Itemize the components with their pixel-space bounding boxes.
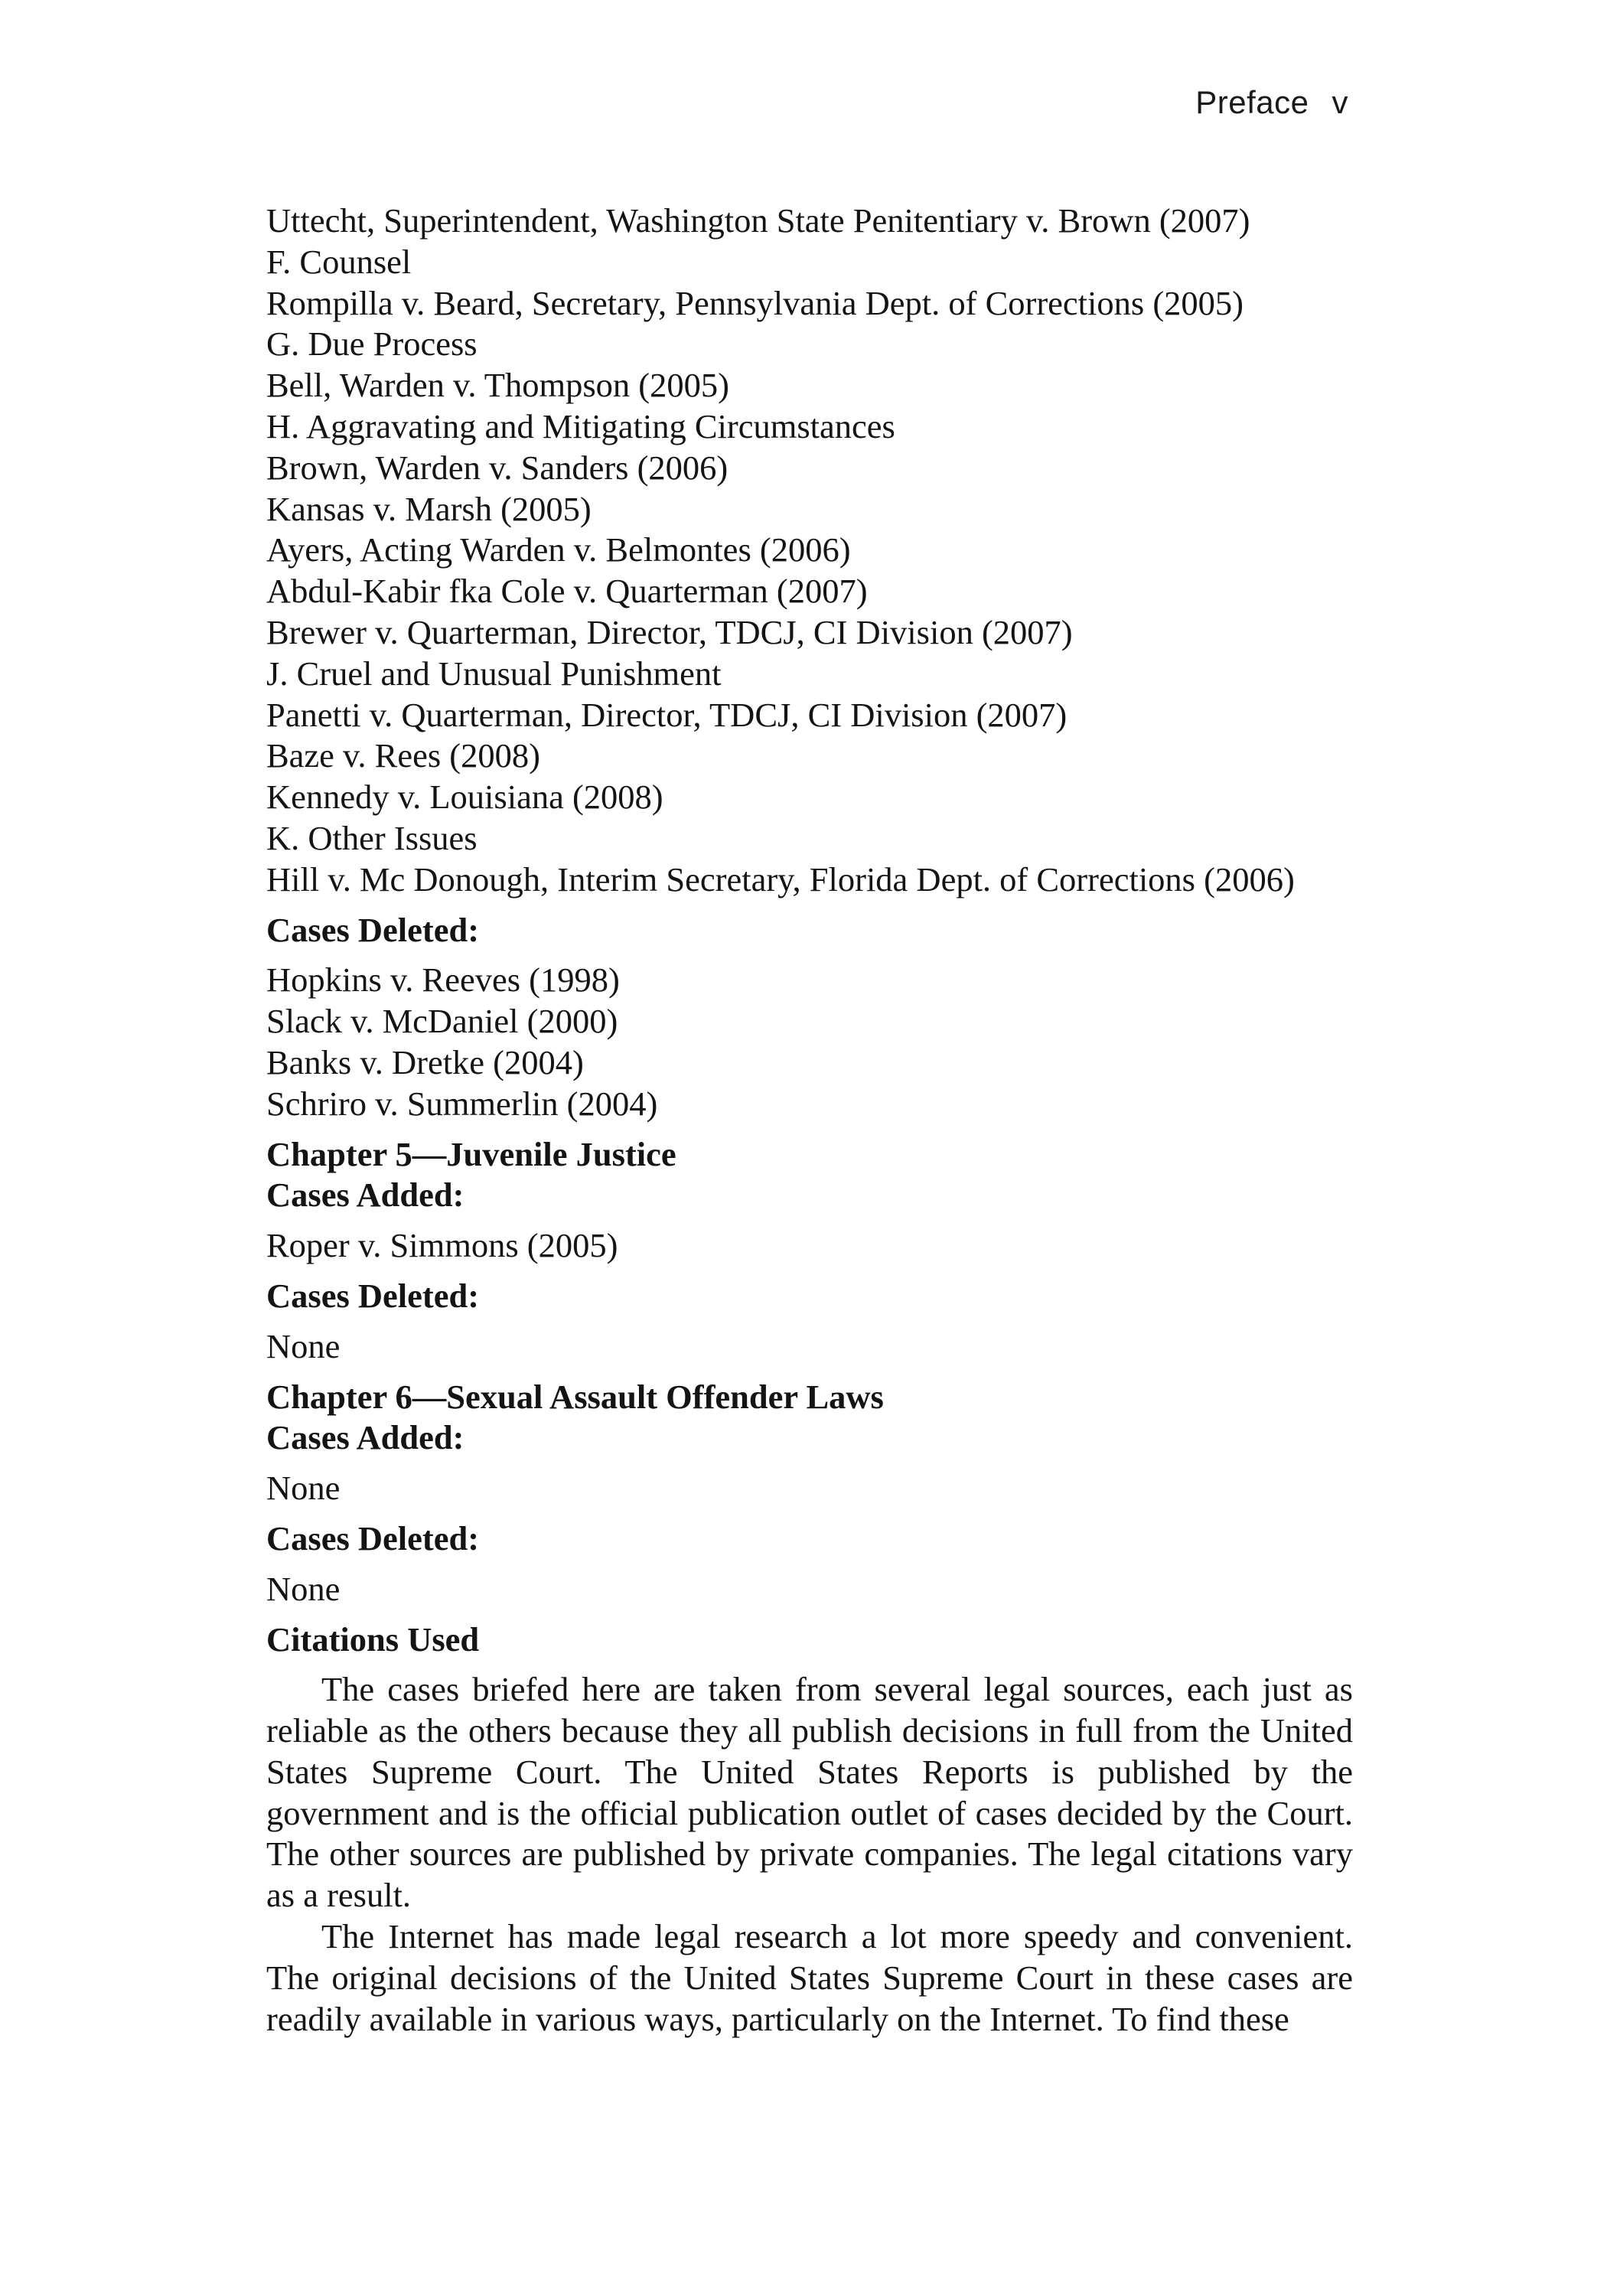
- list-item: Brewer v. Quarterman, Director, TDCJ, CI Division (2007): [266, 612, 1073, 651]
- list-item: Banks v. Dretke (2004): [266, 1042, 584, 1081]
- list-item: Uttecht, Superintendent, Washington State Penitentiary v. Brown (2007): [266, 201, 1250, 240]
- section-label: G. Due Process: [266, 325, 478, 364]
- list-item: Hopkins v. Reeves (1998): [266, 960, 620, 1000]
- body-paragraph: The cases briefed here are taken from several legal sources, each just as reliable as the others because they all publish decisions in full from the United States Supreme Court. The United States Reports is published by the government and is the official publication outlet of cases decided by the Court. The other sources are published by private companies. The legal citations vary as a result.: [266, 1670, 1353, 1915]
- list-item: Kansas v. Marsh (2005): [266, 489, 592, 528]
- running-header: [1195, 84, 1348, 121]
- continued-case-list: [266, 201, 1353, 901]
- list-item: Schriro v. Summerlin (2004): [266, 1084, 658, 1123]
- page-number: v: [1332, 84, 1348, 120]
- ch5-cases-deleted-heading: Cases Deleted:: [266, 1276, 480, 1315]
- list-item: Rompilla v. Beard, Secretary, Pennsylvania Dept. of Corrections (2005): [266, 283, 1244, 322]
- ch4-cases-deleted-heading: Cases Deleted:: [266, 910, 480, 949]
- page-content: [266, 201, 1353, 2040]
- section-label: J. Cruel and Unusual Punishment: [266, 654, 722, 693]
- ch6-cases-deleted-heading: Cases Deleted:: [266, 1518, 480, 1557]
- section-label: H. Aggravating and Mitigating Circumstances: [266, 406, 895, 445]
- list-item: Ayers, Acting Warden v. Belmontes (2006): [266, 530, 851, 569]
- list-item: Baze v. Rees (2008): [266, 736, 540, 775]
- list-item: None: [266, 1469, 341, 1508]
- list-item: Roper v. Simmons (2005): [266, 1226, 618, 1265]
- list-item: Kennedy v. Louisiana (2008): [266, 778, 663, 817]
- list-item: Hill v. Mc Donough, Interim Secretary, Florida Dept. of Corrections (2006): [266, 859, 1295, 899]
- ch5-cases-added-heading: Cases Added:: [266, 1176, 464, 1215]
- section-label: F. Counsel: [266, 242, 412, 281]
- ch4-deleted-list: [266, 960, 1353, 1124]
- ch6-cases-added-heading: Cases Added:: [266, 1418, 464, 1457]
- section-label: K. Other Issues: [266, 818, 478, 857]
- list-item: Bell, Warden v. Thompson (2005): [266, 366, 729, 405]
- chapter-6-title: Chapter 6—Sexual Assault Offender Laws: [266, 1377, 884, 1416]
- list-item: None: [266, 1326, 341, 1365]
- list-item: Brown, Warden v. Sanders (2006): [266, 448, 729, 487]
- citations-used-heading: Citations Used: [266, 1619, 480, 1658]
- chapter-5-title: Chapter 5—Juvenile Justice: [266, 1134, 676, 1173]
- list-item: Panetti v. Quarterman, Director, TDCJ, CI Division (2007): [266, 695, 1068, 734]
- list-item: Slack v. McDaniel (2000): [266, 1002, 618, 1041]
- list-item: Abdul-Kabir fka Cole v. Quarterman (2007): [266, 572, 868, 611]
- list-item: None: [266, 1569, 341, 1608]
- body-paragraph: The Internet has made legal research a lot more speedy and convenient. The original decisions of the United States Supreme Court in these cases are readily available in various ways, particularly on the Internet. To find these: [266, 1917, 1353, 2038]
- running-title: Preface: [1195, 84, 1309, 120]
